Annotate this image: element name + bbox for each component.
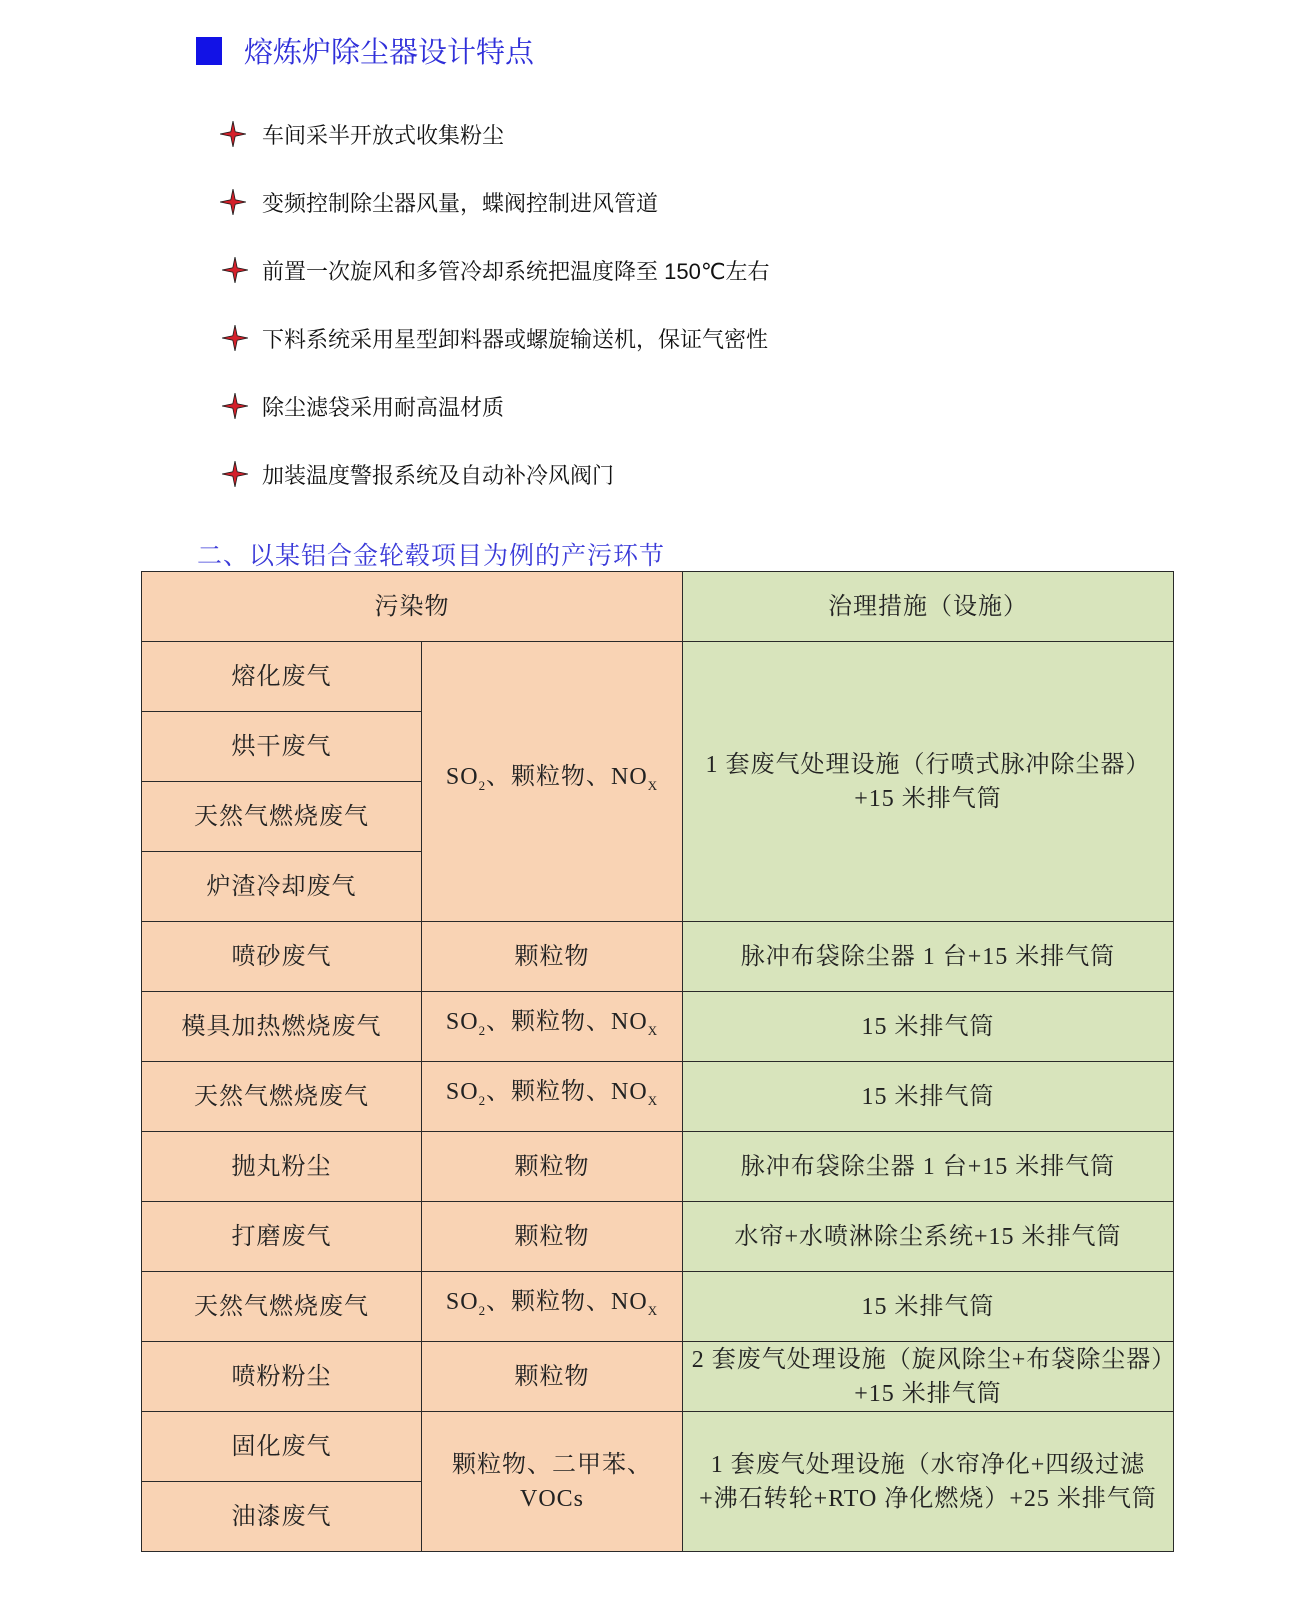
list-item <box>220 168 770 236</box>
pollutant-cell: $SO_2$、颗粒物、$NO_X$ <box>422 642 683 922</box>
list-item <box>220 100 770 168</box>
list-item <box>220 440 770 508</box>
four-point-star-icon <box>222 393 248 419</box>
feature-text: 下料系统采用星型卸料器或螺旋输送机，保证气密性 <box>262 326 769 352</box>
source-cell: 天然气燃烧废气 <box>142 1272 422 1342</box>
source-cell: 模具加热燃烧废气 <box>142 992 422 1062</box>
source-cell: 烘干废气 <box>142 712 422 782</box>
pollutant-cell: $SO_2$、颗粒物、$NO_X$ <box>422 1272 683 1342</box>
header-pollutant: 污染物 <box>142 572 683 642</box>
four-point-star-icon <box>222 325 248 351</box>
source-cell: 打磨废气 <box>142 1202 422 1272</box>
measure-cell: 15 米排气筒 <box>683 1062 1174 1132</box>
feature-text: 变频控制除尘器风量，蝶阀控制进风管道 <box>262 190 659 216</box>
pollutant-cell: $SO_2$、颗粒物、$NO_X$ <box>422 992 683 1062</box>
table-row <box>142 1202 1174 1272</box>
pollutant-cell: 颗粒物 <box>422 1132 683 1202</box>
four-point-star-icon <box>222 257 248 283</box>
pollutant-cell: 颗粒物 <box>422 922 683 992</box>
source-cell: 抛丸粉尘 <box>142 1132 422 1202</box>
table-row <box>142 1062 1174 1132</box>
source-cell: 熔化废气 <box>142 642 422 712</box>
measure-cell: 15 米排气筒 <box>683 1272 1174 1342</box>
source-cell: 油漆废气 <box>142 1482 422 1552</box>
feature-text: 车间采半开放式收集粉尘 <box>262 122 505 148</box>
table-row <box>142 1132 1174 1202</box>
square-icon <box>196 37 222 65</box>
table-row <box>142 1412 1174 1482</box>
table-title: 二、以某铝合金轮毂项目为例的产污环节 <box>197 543 666 570</box>
source-cell: 喷粉粉尘 <box>142 1342 422 1412</box>
source-cell: 喷砂废气 <box>142 922 422 992</box>
table-header-row <box>142 572 1174 642</box>
feature-list <box>220 100 770 508</box>
table-row <box>142 1342 1174 1412</box>
header-measure: 治理措施（设施） <box>683 572 1174 642</box>
four-point-star-icon <box>220 121 246 147</box>
pollutant-cell: $SO_2$、颗粒物、$NO_X$ <box>422 1062 683 1132</box>
feature-text: 加装温度警报系统及自动补冷风阀门 <box>262 462 615 488</box>
pollutant-cell: 颗粒物、二甲苯、VOCs <box>422 1412 683 1552</box>
measure-cell: 脉冲布袋除尘器 1 台+15 米排气筒 <box>683 922 1174 992</box>
list-item <box>220 372 770 440</box>
section-title: 熔炼炉除尘器设计特点 <box>244 37 535 69</box>
table-row <box>142 992 1174 1062</box>
four-point-star-icon <box>222 461 248 487</box>
list-item <box>220 236 770 304</box>
pollutant-cell: 颗粒物 <box>422 1202 683 1272</box>
source-cell: 炉渣冷却废气 <box>142 852 422 922</box>
table-row <box>142 1272 1174 1342</box>
four-point-star-icon <box>220 189 246 215</box>
section-heading <box>196 30 534 71</box>
source-cell: 天然气燃烧废气 <box>142 1062 422 1132</box>
table-row <box>142 642 1174 712</box>
pollutant-cell: 颗粒物 <box>422 1342 683 1412</box>
measure-cell: 水帘+水喷淋除尘系统+15 米排气筒 <box>683 1202 1174 1272</box>
measure-cell: 15 米排气筒 <box>683 992 1174 1062</box>
source-cell: 固化废气 <box>142 1412 422 1482</box>
measure-cell: 2 套废气处理设施（旋风除尘+布袋除尘器）+15 米排气筒 <box>683 1342 1174 1412</box>
measure-cell: 1 套废气处理设施（水帘净化+四级过滤+沸石转轮+RTO 净化燃烧）+25 米排气筒 <box>683 1412 1174 1552</box>
feature-text: 除尘滤袋采用耐高温材质 <box>262 394 505 420</box>
source-cell: 天然气燃烧废气 <box>142 782 422 852</box>
feature-text: 前置一次旋风和多管冷却系统把温度降至 150℃左右 <box>262 258 770 284</box>
measure-cell: 1 套废气处理设施（行喷式脉冲除尘器）+15 米排气筒 <box>683 642 1174 922</box>
pollution-table <box>141 571 1174 1552</box>
list-item <box>220 304 770 372</box>
measure-cell: 脉冲布袋除尘器 1 台+15 米排气筒 <box>683 1132 1174 1202</box>
table-row <box>142 922 1174 992</box>
